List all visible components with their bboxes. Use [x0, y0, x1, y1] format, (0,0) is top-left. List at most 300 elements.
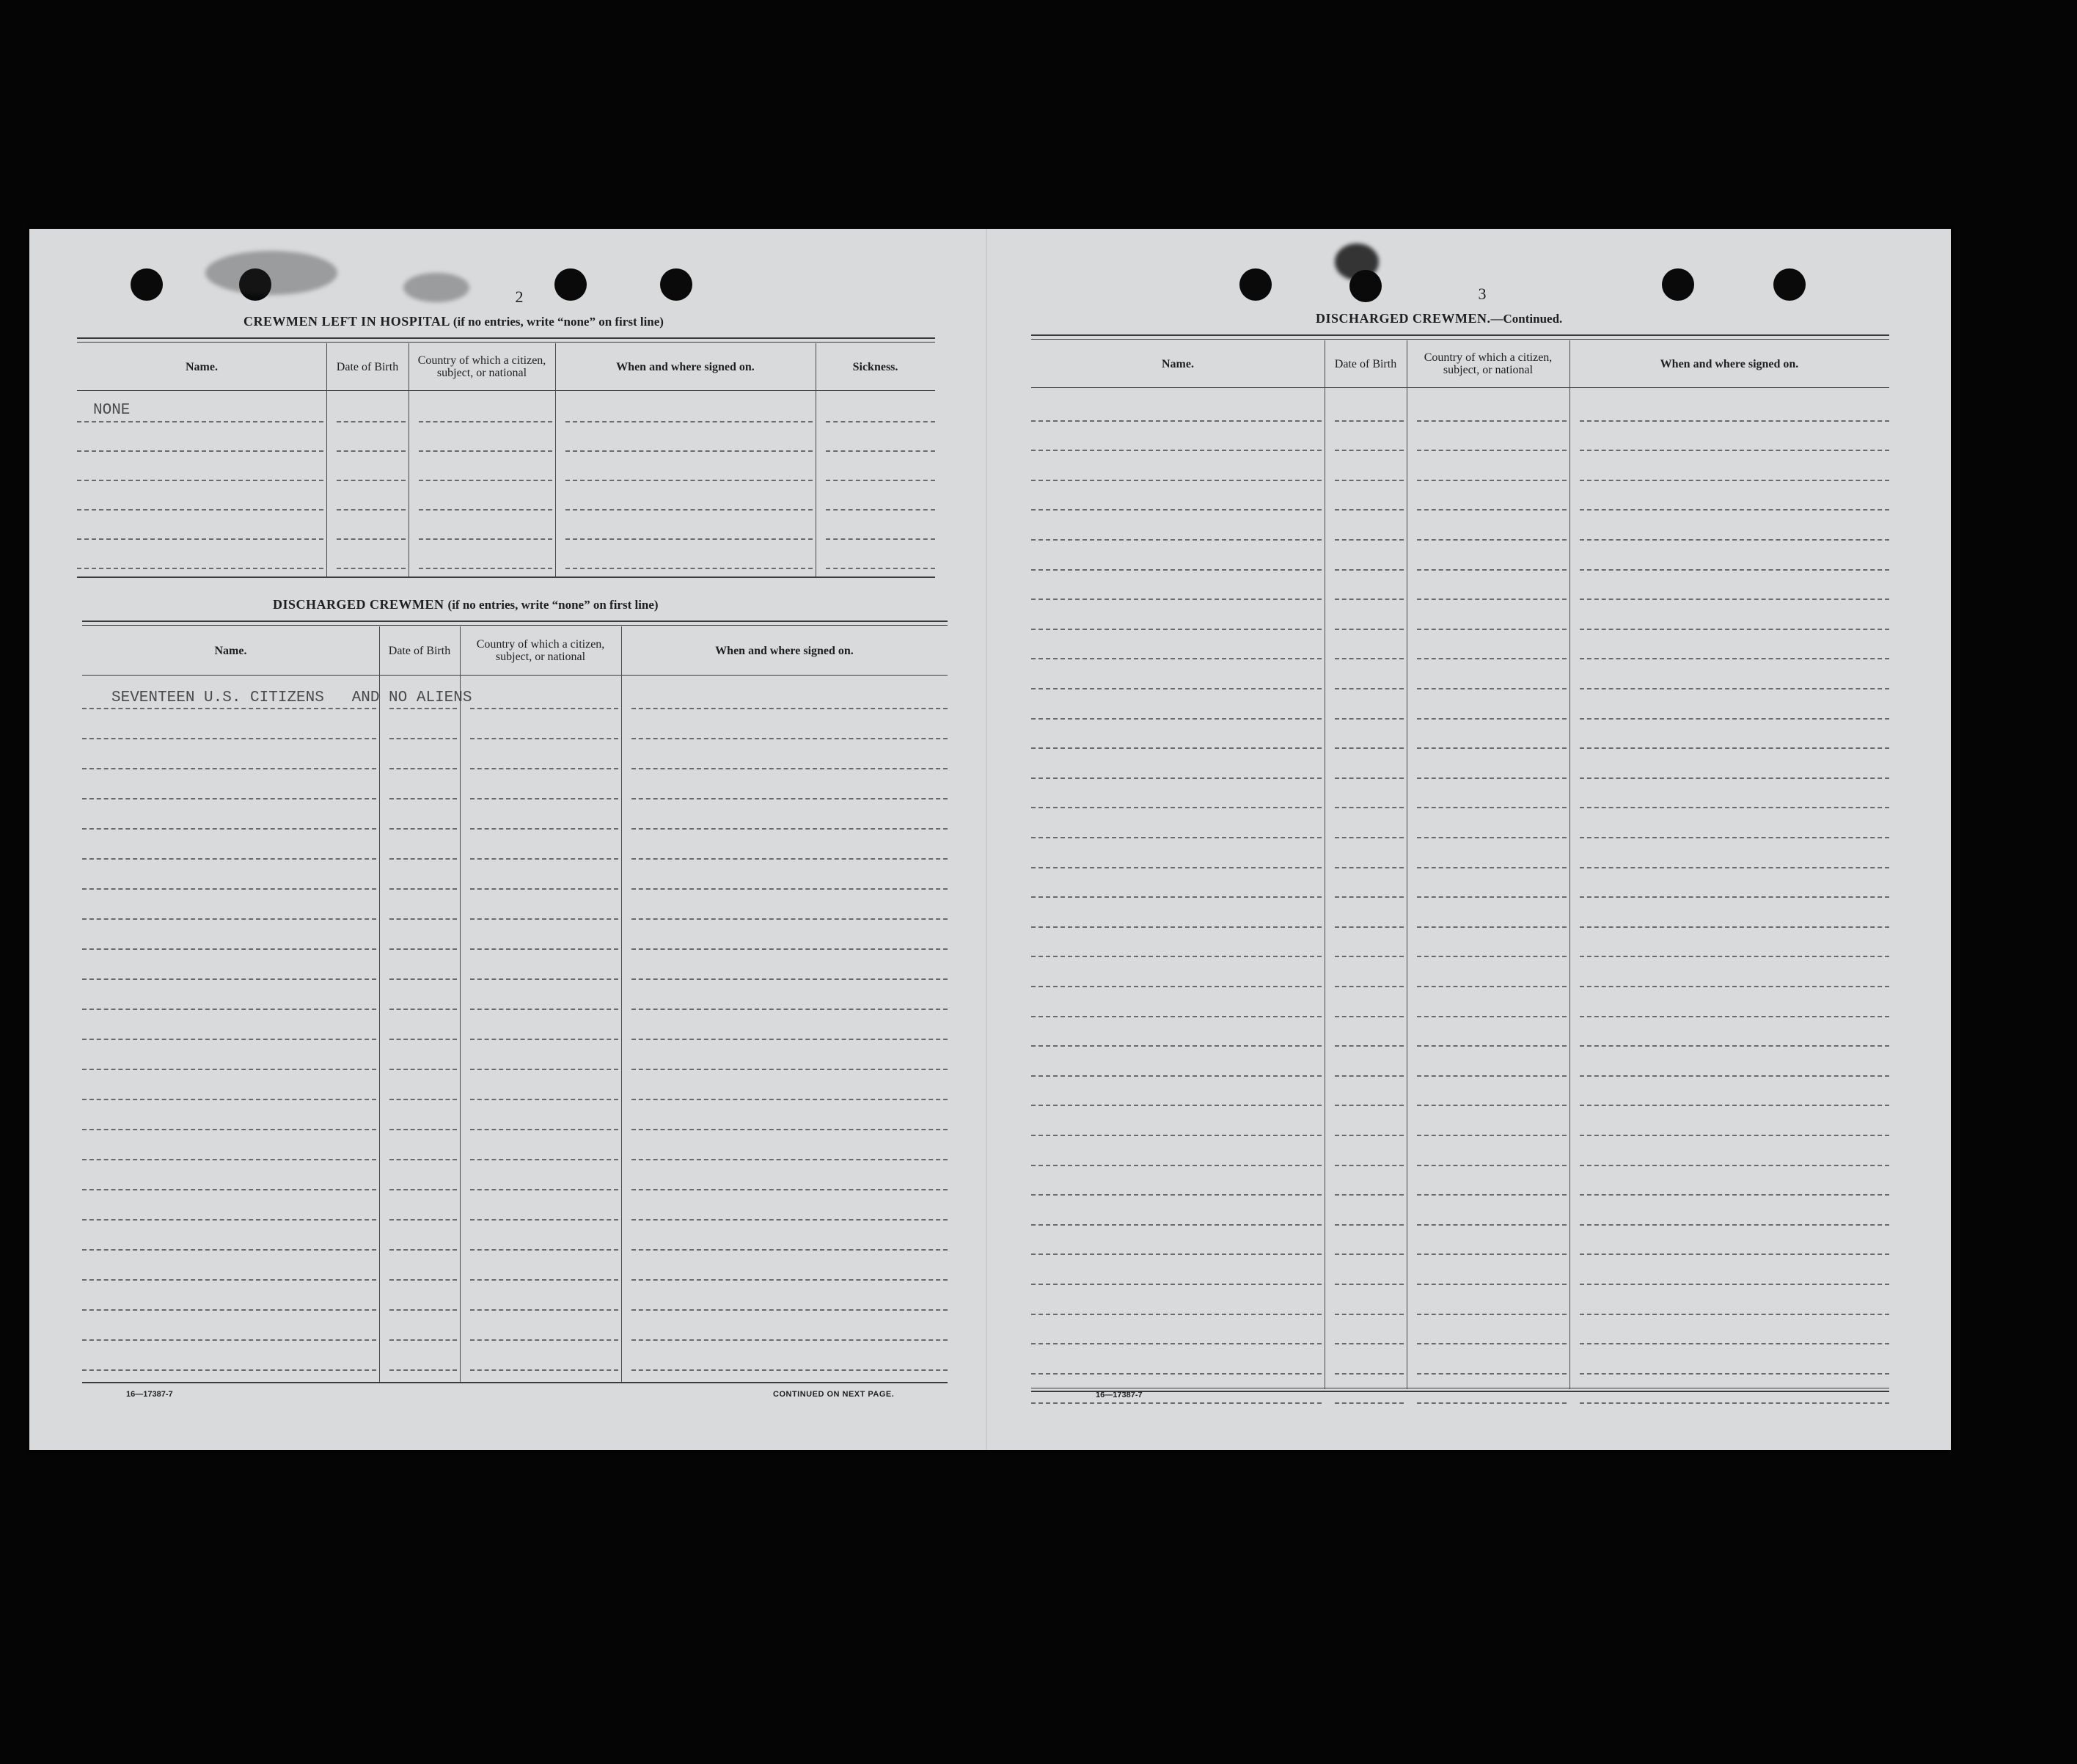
table-cell: [631, 1100, 948, 1130]
table-cell: [389, 1100, 457, 1130]
table-cell: [1417, 510, 1567, 541]
table-cell: [1580, 630, 1889, 660]
table-cell: [631, 1281, 948, 1311]
table-cell: [631, 1341, 948, 1371]
table-row: [82, 1220, 948, 1251]
table-row: [1031, 957, 1889, 987]
table-cell: [1580, 1375, 1889, 1405]
hospital-table-title: CREWMEN LEFT IN HOSPITAL (if no entries, write “none” on first line): [243, 314, 664, 329]
table-row: [82, 709, 948, 739]
table-row: [1031, 689, 1889, 720]
table-cell: [1335, 987, 1404, 1017]
table-row: [82, 799, 948, 830]
table-cell: [389, 1040, 457, 1070]
discharged-continued-title: DISCHARGED CREWMEN.—Continued.: [1316, 311, 1563, 326]
table-cell: [1031, 779, 1322, 809]
table-cell: [337, 540, 406, 569]
table-cell: [631, 1190, 948, 1220]
table-cell: [1417, 898, 1567, 928]
table-cell: [1417, 957, 1567, 987]
col-date-of-birth: Date of Birth: [336, 360, 399, 373]
table-cell: [1031, 451, 1322, 481]
table-cell: [631, 830, 948, 860]
table-cell: [1335, 808, 1404, 838]
table-cell: [389, 1010, 457, 1040]
table-row: [82, 830, 948, 860]
table-row: [82, 860, 948, 890]
table-row: [1031, 541, 1889, 571]
table-cell: [82, 1190, 376, 1220]
table-cell: [470, 920, 618, 950]
table-row: [1031, 808, 1889, 838]
table-cell: [1031, 1255, 1322, 1285]
table-row: [1031, 1106, 1889, 1136]
table-cell: [1335, 600, 1404, 630]
col-signed-on: When and where signed on.: [715, 644, 854, 657]
table-cell: [1031, 957, 1322, 987]
ink-smudge: [403, 273, 469, 302]
punch-hole: [1662, 268, 1694, 301]
punch-hole: [554, 268, 587, 301]
table-cell: [1580, 720, 1889, 750]
table-cell: [1580, 898, 1889, 928]
table-cell: [1335, 1226, 1404, 1256]
table-row: [1031, 1226, 1889, 1256]
table-cell: [82, 1251, 376, 1281]
table-cell: [631, 1251, 948, 1281]
table-row: [82, 679, 948, 709]
table-cell: [82, 980, 376, 1010]
table-cell: [389, 1311, 457, 1341]
table-cell: [82, 950, 376, 980]
table-cell: [565, 510, 813, 540]
table-cell: [1031, 1077, 1322, 1107]
table-cell: [1031, 1344, 1322, 1375]
table-cell: [470, 860, 618, 890]
table-cell: [389, 1070, 457, 1100]
table-cell: [1031, 720, 1322, 750]
table-cell: [1417, 1047, 1567, 1077]
table-cell: [82, 709, 376, 739]
table-cell: [1031, 1047, 1322, 1077]
table-cell: [1580, 1285, 1889, 1315]
table-row: [1031, 571, 1889, 601]
table-cell: [82, 860, 376, 890]
table-cell: [1417, 392, 1567, 422]
table-row: [77, 452, 935, 481]
table-row: [77, 422, 935, 452]
table-row: [1031, 392, 1889, 422]
table-cell: [826, 510, 935, 540]
table-cell: [1580, 659, 1889, 689]
table-cell: [82, 920, 376, 950]
table-cell: [631, 860, 948, 890]
table-cell: [1031, 392, 1322, 422]
table-cell: [631, 679, 948, 709]
table-cell: [77, 422, 323, 452]
discharged-table: [82, 621, 948, 1383]
table-cell: [1335, 1017, 1404, 1047]
table-cell: [1580, 838, 1889, 868]
table-cell: [1580, 541, 1889, 571]
table-row: [77, 393, 935, 422]
table-cell: [337, 481, 406, 510]
table-cell: [389, 799, 457, 830]
table-cell: [1580, 1077, 1889, 1107]
table-cell: [1417, 868, 1567, 899]
table-cell: [1580, 1047, 1889, 1077]
table-cell: [82, 739, 376, 769]
table-cell: [1417, 1255, 1567, 1285]
table-cell: [82, 1070, 376, 1100]
form-number: 16—17387-7: [126, 1390, 173, 1399]
table-row: [1031, 749, 1889, 779]
table-cell: [1031, 1017, 1322, 1047]
table-row: [82, 950, 948, 980]
table-cell: [389, 1160, 457, 1190]
table-cell: [1031, 838, 1322, 868]
table-cell: [389, 920, 457, 950]
table-cell: [1417, 422, 1567, 452]
table-cell: [77, 510, 323, 540]
table-cell: [1335, 1344, 1404, 1375]
table-cell: [1417, 600, 1567, 630]
table-row: [82, 1251, 948, 1281]
table-cell: [1417, 541, 1567, 571]
col-signed-on: When and where signed on.: [1660, 357, 1799, 370]
table-cell: [1031, 1106, 1322, 1136]
table-cell: [470, 830, 618, 860]
table-cell: [470, 679, 618, 709]
table-cell: [1580, 1226, 1889, 1256]
table-cell: [389, 950, 457, 980]
table-cell: [337, 510, 406, 540]
table-row: [1031, 1315, 1889, 1345]
table-cell: [77, 481, 323, 510]
table-cell: [631, 1070, 948, 1100]
table-cell: [631, 799, 948, 830]
table-cell: [1417, 1017, 1567, 1047]
table-cell: [1335, 571, 1404, 601]
table-cell: [1031, 1166, 1322, 1196]
table-cell: [82, 1341, 376, 1371]
table-row: [82, 1010, 948, 1040]
table-cell: [77, 540, 323, 569]
table-cell: [1580, 1106, 1889, 1136]
table-cell: [1417, 838, 1567, 868]
ink-smudge: [205, 251, 337, 295]
table-cell: [389, 830, 457, 860]
table-cell: [1335, 481, 1404, 511]
col-country: Country of which a citizen, subject, or national: [417, 354, 546, 379]
table-cell: [631, 1160, 948, 1190]
table-cell: [1417, 1285, 1567, 1315]
table-cell: [1580, 1255, 1889, 1285]
table-row: [1031, 1375, 1889, 1405]
table-row: [77, 481, 935, 510]
table-cell: [1417, 1077, 1567, 1107]
table-cell: [1335, 451, 1404, 481]
table-cell: [1417, 451, 1567, 481]
table-row: [1031, 838, 1889, 868]
table-row: [77, 540, 935, 569]
table-cell: [1417, 630, 1567, 660]
table-cell: [1417, 987, 1567, 1017]
table-row: [82, 1160, 948, 1190]
table-cell: [1580, 957, 1889, 987]
table-cell: [470, 709, 618, 739]
table-row: [1031, 779, 1889, 809]
table-cell: [389, 1220, 457, 1251]
table-row: [1031, 600, 1889, 630]
table-cell: [565, 540, 813, 569]
table-cell: [419, 510, 552, 540]
table-cell: [631, 1040, 948, 1070]
table-cell: [337, 422, 406, 452]
table-cell: [1335, 630, 1404, 660]
table-cell: [1335, 1375, 1404, 1405]
table-cell: [1031, 987, 1322, 1017]
table-cell: [389, 1130, 457, 1160]
table-cell: [470, 1341, 618, 1371]
table-cell: [1335, 1106, 1404, 1136]
table-cell: [389, 1341, 457, 1371]
table-row: [1031, 928, 1889, 958]
table-cell: [565, 393, 813, 422]
table-cell: [1335, 838, 1404, 868]
table-cell: [1417, 1375, 1567, 1405]
table-cell: [631, 709, 948, 739]
punch-hole: [660, 268, 692, 301]
table-cell: [1335, 1196, 1404, 1226]
table-cell: [1417, 928, 1567, 958]
table-row: [1031, 659, 1889, 689]
continued-note: CONTINUED ON NEXT PAGE.: [773, 1390, 895, 1399]
ink-smudge: [1335, 244, 1379, 280]
col-date-of-birth: Date of Birth: [388, 644, 451, 657]
table-cell: [1580, 1136, 1889, 1166]
table-row: [82, 980, 948, 1010]
hospital-table: [77, 337, 935, 579]
left-page: [29, 229, 983, 1450]
table-cell: [1031, 749, 1322, 779]
table-row: [1031, 987, 1889, 1017]
table-cell: [1580, 1344, 1889, 1375]
table-cell: [1335, 928, 1404, 958]
table-cell: [565, 481, 813, 510]
table-cell: [1417, 1106, 1567, 1136]
table-cell: [389, 1281, 457, 1311]
table-cell: [82, 1311, 376, 1341]
table-row: [1031, 1166, 1889, 1196]
table-cell: [470, 769, 618, 799]
discharged-first-entry: SEVENTEEN U.S. CITIZENS AND NO ALIENS: [111, 689, 472, 706]
table-cell: [82, 1010, 376, 1040]
table-cell: [389, 1190, 457, 1220]
table-cell: [470, 1281, 618, 1311]
table-cell: [1031, 928, 1322, 958]
table-cell: [470, 980, 618, 1010]
table-cell: [1335, 1077, 1404, 1107]
table-cell: [1417, 659, 1567, 689]
table-cell: [1580, 1166, 1889, 1196]
col-name: Name.: [186, 360, 218, 373]
table-cell: [1417, 689, 1567, 720]
table-cell: [82, 799, 376, 830]
table-cell: [1335, 1315, 1404, 1345]
table-cell: [419, 452, 552, 481]
table-cell: [1335, 1136, 1404, 1166]
table-row: [1031, 720, 1889, 750]
table-cell: [1580, 689, 1889, 720]
table-row: [1031, 868, 1889, 899]
discharged-continued-table: [1031, 334, 1889, 1391]
table-cell: [389, 739, 457, 769]
table-cell: [82, 830, 376, 860]
table-row: [82, 1100, 948, 1130]
table-cell: [1031, 868, 1322, 899]
table-cell: [470, 1070, 618, 1100]
table-cell: [389, 890, 457, 920]
table-cell: [1417, 749, 1567, 779]
table-row: [1031, 898, 1889, 928]
table-cell: [1335, 659, 1404, 689]
table-cell: [1417, 1315, 1567, 1345]
table-cell: [1335, 510, 1404, 541]
table-cell: [1580, 749, 1889, 779]
table-cell: [82, 1040, 376, 1070]
page-number: 3: [1478, 285, 1487, 303]
table-cell: [1417, 720, 1567, 750]
table-cell: [1417, 1196, 1567, 1226]
table-cell: [1031, 689, 1322, 720]
table-cell: [470, 1040, 618, 1070]
table-cell: [82, 890, 376, 920]
col-name: Name.: [214, 644, 247, 657]
table-row: [82, 1070, 948, 1100]
col-country: Country of which a citizen, subject, or national: [1424, 351, 1553, 376]
table-cell: [389, 860, 457, 890]
table-cell: [1335, 749, 1404, 779]
page-number: 2: [515, 288, 524, 306]
table-cell: [419, 393, 552, 422]
table-row: [1031, 1344, 1889, 1375]
table-cell: [1417, 779, 1567, 809]
form-number: 16—17387-7: [1096, 1391, 1143, 1399]
table-cell: [82, 1130, 376, 1160]
table-cell: [1335, 957, 1404, 987]
table-row: [1031, 510, 1889, 541]
table-cell: [631, 1010, 948, 1040]
table-cell: [82, 1281, 376, 1311]
table-cell: [1580, 1315, 1889, 1345]
table-cell: [470, 1100, 618, 1130]
table-cell: [1580, 510, 1889, 541]
table-cell: [389, 709, 457, 739]
col-signed-on: When and where signed on.: [616, 360, 755, 373]
table-row: [1031, 1255, 1889, 1285]
table-cell: [1417, 1136, 1567, 1166]
table-cell: [1580, 808, 1889, 838]
table-cell: [631, 980, 948, 1010]
table-cell: [1031, 541, 1322, 571]
right-page: [989, 229, 1951, 1450]
table-row: [82, 890, 948, 920]
table-cell: [82, 1160, 376, 1190]
table-cell: [82, 679, 376, 709]
col-country: Country of which a citizen, subject, or national: [476, 638, 605, 663]
table-cell: [631, 739, 948, 769]
table-cell: [1335, 689, 1404, 720]
table-row: [1031, 1017, 1889, 1047]
table-cell: [1417, 1226, 1567, 1256]
table-cell: [82, 769, 376, 799]
table-cell: [470, 739, 618, 769]
table-cell: [1335, 1166, 1404, 1196]
table-row: [1031, 1136, 1889, 1166]
table-cell: [1335, 898, 1404, 928]
table-cell: [1031, 1315, 1322, 1345]
table-cell: [1417, 571, 1567, 601]
table-row: [1031, 451, 1889, 481]
table-cell: [1580, 571, 1889, 601]
table-cell: [1417, 1344, 1567, 1375]
table-cell: [631, 1220, 948, 1251]
table-row: [82, 1281, 948, 1311]
table-cell: [1335, 720, 1404, 750]
col-date-of-birth: Date of Birth: [1334, 357, 1397, 370]
table-row: [82, 739, 948, 769]
table-cell: [1335, 541, 1404, 571]
table-cell: [1031, 659, 1322, 689]
table-row: [82, 1040, 948, 1070]
table-cell: [826, 422, 935, 452]
table-cell: [1031, 898, 1322, 928]
table-cell: [1031, 1136, 1322, 1166]
table-cell: [1580, 422, 1889, 452]
table-cell: [470, 799, 618, 830]
table-cell: [77, 452, 323, 481]
table-cell: [631, 890, 948, 920]
table-cell: [82, 1100, 376, 1130]
table-row: [82, 1130, 948, 1160]
table-cell: [1031, 422, 1322, 452]
table-cell: [1335, 422, 1404, 452]
table-cell: [1580, 451, 1889, 481]
table-cell: [1580, 868, 1889, 899]
table-cell: [1031, 481, 1322, 511]
table-cell: [389, 1251, 457, 1281]
table-cell: [470, 1160, 618, 1190]
table-cell: [1031, 1375, 1322, 1405]
table-cell: [419, 422, 552, 452]
col-sickness: Sickness.: [852, 360, 898, 373]
table-cell: [1580, 1196, 1889, 1226]
table-cell: [470, 890, 618, 920]
table-cell: [419, 540, 552, 569]
table-row: [82, 769, 948, 799]
punch-hole: [1239, 268, 1272, 301]
table-row: [1031, 481, 1889, 511]
manifest-sheet: [29, 229, 1951, 1450]
table-cell: [1417, 808, 1567, 838]
punch-hole: [1773, 268, 1806, 301]
col-name: Name.: [1162, 357, 1194, 370]
table-cell: [1580, 779, 1889, 809]
center-fold: [986, 229, 987, 1450]
table-cell: [1335, 1047, 1404, 1077]
table-cell: [470, 1130, 618, 1160]
